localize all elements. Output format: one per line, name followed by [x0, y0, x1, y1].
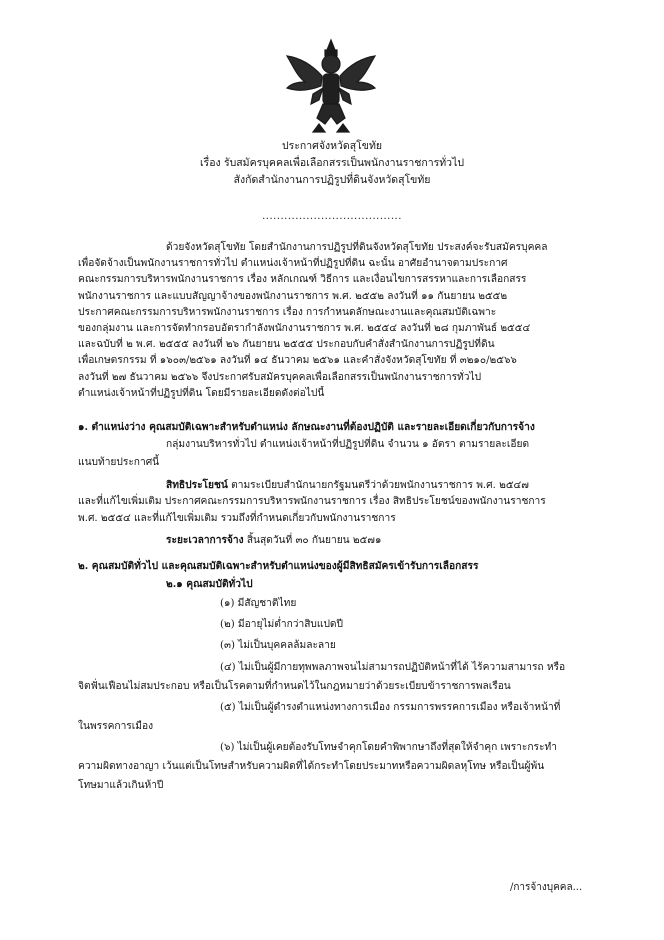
- benefits-label: สิทธิประโยชน์: [166, 479, 228, 491]
- section1-heading: ๑. ตำแหน่งว่าง คุณสมบัติเฉพาะสำหรับตำแหน่ง ลักษณะงานที่ต้องปฏิบัติ และรายละเอียดเกี่ยวกับการจ้าง: [78, 421, 535, 433]
- announcement-org: ประกาศจังหวัดสุโขทัย: [281, 140, 383, 152]
- employment-period: [166, 532, 381, 549]
- section2-1-heading: ๒.๑ คุณสมบัติทั่วไป: [166, 578, 253, 590]
- qualification-item: โทษมาแล้วเกินห้าปี: [78, 780, 164, 791]
- qualification-item: (๑) มีสัญชาติไทย: [220, 598, 297, 609]
- qualification-item: จิตฟั่นเฟือนไม่สมประกอบ หรือเป็นโรคตามที่กำหนดไว้ในกฎหมายว่าด้วยระเบียบข้าราชการพลเรือน: [78, 681, 511, 692]
- section2-heading: ๒. คุณสมบัติทั่วไป และคุณสมบัติเฉพาะสำหรับตำแหน่งของผู้มีสิทธิสมัครเข้ารับการเลือกสรร: [78, 560, 479, 572]
- intro-line: ด้วยจังหวัดสุโขทัย โดยสำนักงานการปฏิรูปที่ดินจังหวัดสุโขทัย ประสงค์จะรับสมัครบุคคล: [166, 242, 548, 253]
- intro-line: ประกาศคณะกรรมการบริหารพนักงานราชการ เรื่อง การกำหนดลักษณะงานและคุณสมบัติเฉพาะ: [78, 306, 497, 318]
- continuation-note: /การจ้างบุคคล...: [510, 882, 583, 893]
- benefits-line: และที่แก้ไขเพิ่มเติม ประกาศคณะกรรมการบริหารพนักงานราชการ เรื่อง สิทธิประโยชน์ของพนักงานราชการ: [78, 496, 546, 507]
- intro-line: และฉบับที่ ๒ พ.ศ. ๒๕๕๕ ลงวันที่ ๒๖ กันยายน ๒๕๕๕ ประกอบกับคำสั่งสำนักงานการปฏิรูปที่ดิน: [78, 339, 495, 351]
- intro-line: ของกลุ่มงาน และการจัดทำกรอบอัตรากำลังพนักงานราชการ พ.ศ. ๒๕๕๔ ลงวันที่ ๒๘ กุมภาพันธ์ ๒๕๕๔: [78, 323, 531, 335]
- period-value: สิ้นสุดวันที่ ๓๐ กันยายน ๒๕๗๑: [243, 535, 382, 546]
- intro-line: เพื่อจัดจ้างเป็นพนักงานราชการทั่วไป ตำแหน่งเจ้าหน้าที่ปฏิรูปที่ดิน ฉะนั้น อาศัยอำนาจตามประกาศ: [78, 258, 508, 270]
- intro-paragraph: [78, 240, 618, 402]
- benefits-text: ตามระเบียบสำนักนายกรัฐมนตรีว่าด้วยพนักงานราชการ พ.ศ. ๒๕๔๗: [227, 480, 529, 491]
- qualification-item: (๓) ไม่เป็นบุคคลล้มละลาย: [220, 640, 336, 651]
- intro-line: พนักงานราชการ และแบบสัญญาจ้างของพนักงานราชการ พ.ศ. ๒๕๕๒ ลงวันที่ ๑๑ กันยายน ๒๕๕๒: [78, 290, 508, 302]
- period-label: ระยะเวลาการจ้าง: [166, 534, 244, 546]
- qualification-item: ความผิดทางอาญา เว้นแต่เป็นโทษสำหรับความผิดที่ได้กระทำโดยประมาทหรือความผิดลหุโทษ หรือเป็นผู้พ้น: [78, 761, 545, 772]
- benefits-line: [166, 477, 529, 494]
- qualification-item: ในพรรคการเมือง: [78, 721, 154, 732]
- garuda-emblem-icon: [283, 36, 379, 136]
- announcement-subject: เรื่อง รับสมัครบุคคลเพื่อเลือกสรรเป็นพนักงานราชการทั่วไป: [199, 157, 465, 169]
- header-separator: ......................................: [262, 211, 402, 222]
- qualification-item: (๔) ไม่เป็นผู้มีกายทุพพลภาพจนไม่สามารถปฏิบัติหน้าที่ได้ ไร้ความสามารถ หรือ: [220, 662, 566, 673]
- intro-line: ลงวันที่ ๒๗ ธันวาคม ๒๕๖๖ จึงประกาศรับสมัครบุคคลเพื่อเลือกสรรเป็นพนักงานราชการทั่วไป: [78, 371, 482, 383]
- benefits-line: พ.ศ. ๒๕๕๔ และที่แก้ไขเพิ่มเติม รวมถึงที่กำหนดเกี่ยวกับพนักงานราชการ: [78, 513, 396, 524]
- intro-line: คณะกรรมการบริหารพนักงานราชการ เรื่อง หลักเกณฑ์ วิธีการ และเงื่อนไขการสรรหาและการเลือกสรร: [78, 274, 527, 286]
- intro-line: ตำแหน่งเจ้าหน้าที่ปฏิรูปที่ดิน โดยมีรายละเอียดดังต่อไปนี้: [78, 387, 325, 399]
- section1-position-line: แนบท้ายประกาศนี้: [78, 457, 160, 468]
- announcement-affiliation: สังกัดสำนักงานการปฏิรูปที่ดินจังหวัดสุโขทัย: [233, 174, 431, 186]
- qualification-item: (๖) ไม่เป็นผู้เคยต้องรับโทษจำคุกโดยคำพิพากษาถึงที่สุดให้จำคุก เพราะกระทำ: [220, 742, 557, 753]
- qualification-item: (๕) ไม่เป็นผู้ดำรงตำแหน่งทางการเมือง กรรมการพรรคการเมือง หรือเจ้าหน้าที่: [220, 702, 561, 713]
- section1-position-line: กลุ่มงานบริหารทั่วไป ตำแหน่งเจ้าหน้าที่ปฏิรูปที่ดิน จำนวน ๑ อัตรา ตามรายละเอียด: [166, 439, 530, 450]
- intro-line: เพื่อเกษตรกรรม ที่ ๑๖๐๓/๒๕๖๑ ลงวันที่ ๑๔ ธันวาคม ๒๕๖๑ และคำสั่งจังหวัดสุโขทัย ที่ ๓๒๑๐/๒๕๖๖: [78, 355, 517, 367]
- qualification-item: (๒) มีอายุไม่ต่ำกว่าสิบแปดปี: [220, 619, 344, 630]
